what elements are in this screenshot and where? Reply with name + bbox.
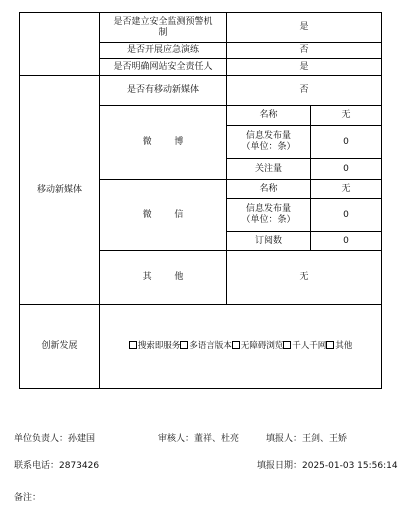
option-label: 千人千网 — [292, 341, 327, 351]
option-accessible-browsing[interactable] — [232, 341, 283, 351]
blank-cell — [20, 13, 100, 76]
reviewer-text: 审核人：董祥、杜亮 — [158, 434, 240, 444]
checkbox-icon[interactable] — [129, 341, 137, 349]
drill-value: 否 — [227, 43, 382, 59]
has-mobile-value: 否 — [227, 76, 382, 106]
innovation-options — [100, 305, 382, 389]
checkbox-icon[interactable] — [283, 341, 291, 349]
wechat-label: 微 信 — [100, 180, 227, 251]
wechat-publish-value: 0 — [311, 199, 382, 232]
weibo-follow-value: 0 — [311, 159, 382, 180]
wechat-publish-label-line2: （单位：条） — [241, 215, 296, 225]
other-label: 其 他 — [100, 251, 227, 305]
weibo-publish-label-line2: （单位：条） — [241, 142, 296, 152]
wechat-subscribe-label: 订阅数 — [227, 232, 311, 251]
responsible-label: 是否明确网站安全责任人 — [100, 59, 227, 76]
option-label: 搜索即服务 — [137, 341, 181, 351]
remark-text: 备注： — [14, 493, 42, 503]
has-mobile-label: 是否有移动新媒体 — [100, 76, 227, 106]
phone-text: 联系电话：2873426 — [14, 461, 100, 471]
option-other[interactable] — [326, 341, 352, 351]
fill-date-text: 填报日期：2025-01-03 15:56:14 — [257, 461, 398, 471]
monitoring-value: 是 — [227, 13, 382, 43]
filler-text: 填报人：王剑、王娇 — [266, 434, 348, 444]
wechat-name-value: 无 — [311, 180, 382, 199]
option-label: 其他 — [335, 341, 353, 351]
innovation-section-label: 创新发展 — [20, 305, 100, 389]
principal-text: 单位负责人：孙建国 — [14, 434, 96, 444]
weibo-name-label: 名称 — [227, 106, 311, 126]
weibo-name-value: 无 — [311, 106, 382, 126]
other-value: 无 — [227, 251, 382, 305]
report-table — [19, 12, 382, 389]
wechat-name-label: 名称 — [227, 180, 311, 199]
option-personalized-site[interactable] — [283, 341, 326, 351]
weibo-publish-label-line1: 信息发布量 — [245, 131, 291, 141]
checkbox-icon[interactable] — [326, 341, 334, 349]
option-label: 无障碍浏览 — [240, 341, 284, 351]
option-search-service[interactable] — [129, 341, 180, 351]
drill-label: 是否开展应急演练 — [100, 43, 227, 59]
wechat-publish-label — [227, 199, 311, 232]
option-multilingual[interactable] — [180, 341, 231, 351]
responsible-value: 是 — [227, 59, 382, 76]
monitoring-label: 是否建立安全监测预警机制 — [100, 13, 227, 43]
mobile-media-section-label: 移动新媒体 — [20, 76, 100, 305]
weibo-publish-label — [227, 126, 311, 159]
weibo-follow-label: 关注量 — [227, 159, 311, 180]
weibo-label: 微 博 — [100, 106, 227, 180]
checkbox-icon[interactable] — [180, 341, 188, 349]
weibo-publish-value: 0 — [311, 126, 382, 159]
wechat-subscribe-value: 0 — [311, 232, 382, 251]
option-label: 多语言版本 — [189, 341, 232, 351]
wechat-publish-label-line1: 信息发布量 — [245, 204, 291, 214]
checkbox-icon[interactable] — [232, 341, 240, 349]
